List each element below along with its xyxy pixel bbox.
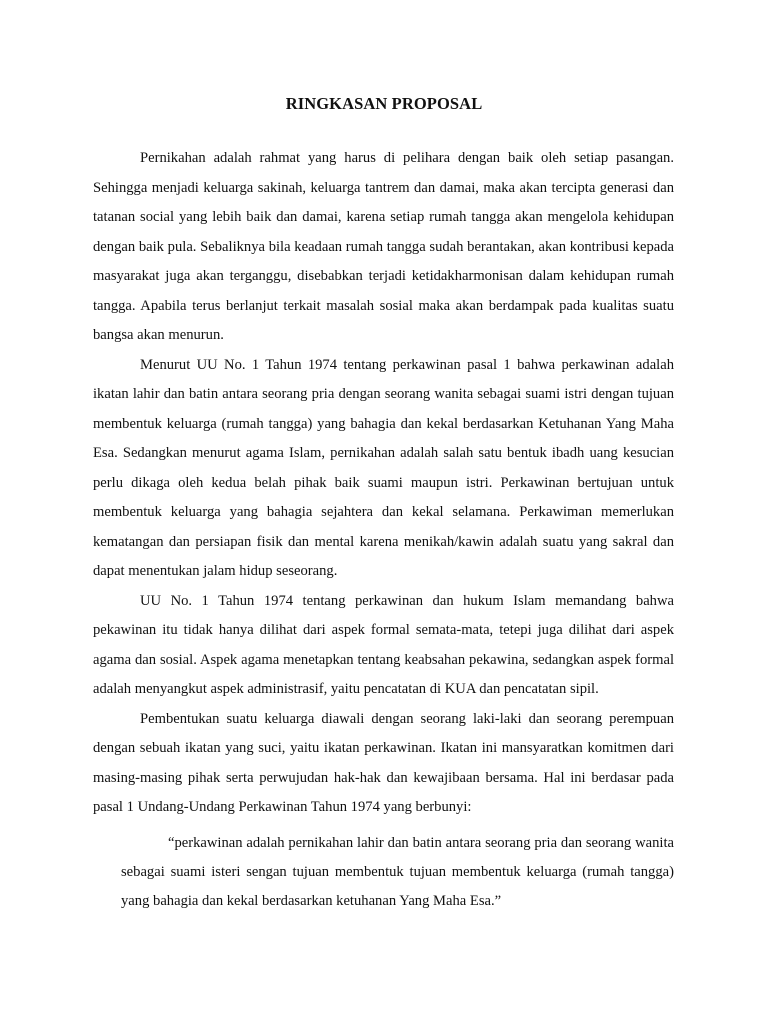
- paragraph-2: Menurut UU No. 1 Tahun 1974 tentang perkawinan pasal 1 bahwa perkawinan adalah ikatan lahir dan batin antara seorang pria dengan seorang wanita sebagai suami istri dengan tujuan membentuk keluarga (rumah tangga) yang bahagia dan kekal berdasarkan Ketuhanan Yang Maha Esa. Sedangkan menurut agama Islam, pernikahan adalah salah satu bentuk ibadh uang kesucian perlu dikaga oleh kedua belah pihak baik suami maupun istri. Perkawinan bertujuan untuk membentuk keluarga yang bahagia sejahtera dan kekal selamana. Perkawiman memerlukan kematangan dan persiapan fisik dan mental karena menikah/kawin adalah suatu yang sakral dan dapat menentukan jalam hidup seseorang.: [93, 356, 674, 579]
- block-quote: “perkawinan adalah pernikahan lahir dan batin antara seorang pria dan seorang wanita sebagai suami isteri sengan tujuan membentuk tujuan membentuk keluarga (rumah tangga) yang bahagia dan kekal berdasarkan ketuhanan Yang Maha Esa.”: [121, 834, 674, 910]
- page-title: RINGKASAN PROPOSAL: [285, 94, 483, 113]
- document-body: [93, 144, 674, 916]
- paragraph-3: UU No. 1 Tahun 1974 tentang perkawinan dan hukum Islam memandang bahwa pekawinan itu tidak hanya dilihat dari aspek formal semata-mata, tetepi juga dilihat dari aspek agama dan sosial. Aspek agama menetapkan tentang keabsahan pekawina, sedangkan aspek formal adalah menyangkut aspek administrasif, yaitu pencatatan di KUA dan pencatatan sipil.: [93, 592, 674, 697]
- paragraph-4: Pembentukan suatu keluarga diawali dengan seorang laki-laki dan seorang perempuan dengan sebuah ikatan yang suci, yaitu ikatan perkawinan. Ikatan ini mansyaratkan komitmen dari masing-masing pihak serta perwujudan hak-hak dan kewajibaan bersama. Hal ini berdasar pada pasal 1 Undang-Undang Perkawinan Tahun 1974 yang berbunyi:: [93, 710, 674, 815]
- paragraph-1: Pernikahan adalah rahmat yang harus di pelihara dengan baik oleh setiap pasangan. Sehingga menjadi keluarga sakinah, keluarga tantrem dan damai, maka akan tercipta generasi dan tatanan social yang lebih baik dan damai, karena setiap rumah tangga akan mengelola kehidupan dengan baik pula. Sebaliknya bila keadaan rumah tangga sudah berantakan, akan kontribusi kepada masyarakat juga akan terganggu, disebabkan terjadi ketidakharmonisan dalam kehidupan rumah tangga. Apabila terus berlanjut terkait masalah sosial maka akan berdampak pada kualitas suatu bangsa akan menurun.: [93, 150, 674, 343]
